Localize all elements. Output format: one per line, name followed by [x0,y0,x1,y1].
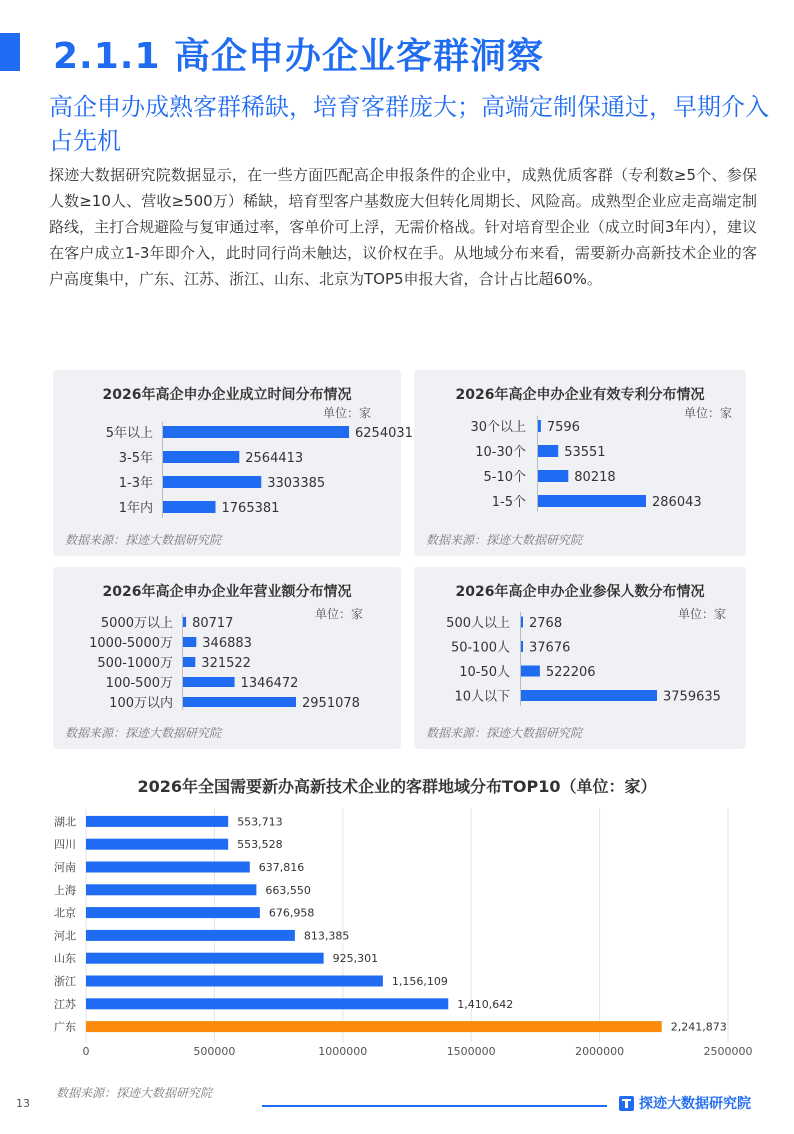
value-label: 346883 [202,636,252,651]
bar [538,495,646,507]
region-value-label: 813,385 [303,929,350,943]
category-label: 50-100人 [450,640,510,656]
bar [183,677,235,687]
page-title: 2.1.1 高企申办企业客群洞察 [53,36,545,77]
region-label: 山东 [54,952,76,966]
chart-title: 2026年高企申办企业年营业额分布情况 [102,584,352,600]
chart-panel-insured [414,567,746,749]
value-label: 3303385 [267,476,326,491]
chart-source: 数据来源：探迹大数据研究院 [426,726,583,740]
brand-name: 探迹大数据研究院 [639,1096,751,1112]
chart-panel-revenue [53,567,401,749]
region-label: 江苏 [54,997,76,1011]
region-chart-source: 数据来源：探迹大数据研究院 [56,1086,213,1100]
value-label: 2564413 [245,451,304,466]
region-bar [86,839,228,850]
region-label: 上海 [54,883,76,897]
region-bar-chart [0,800,794,1070]
patents-bar-chart [414,370,746,556]
chart-source: 数据来源：探迹大数据研究院 [426,533,583,547]
bar [521,690,657,701]
chart-unit: 单位：家 [683,406,732,420]
revenue-bar-chart [53,567,401,749]
category-label: 5000万以上 [100,616,173,631]
region-value-label: 925,301 [332,952,379,966]
category-label: 500-1000万 [97,656,173,671]
value-label: 80717 [192,616,234,631]
chart-title: 2026年高企申办企业有效专利分布情况 [455,387,705,403]
region-chart-title: 2026年全国需要新办高新技术企业的客群地域分布TOP10（单位：家） [137,777,657,796]
x-tick-label: 0 [82,1045,90,1058]
bar [521,666,540,677]
region-value-label: 553,713 [237,815,283,829]
value-label: 2951078 [302,696,360,711]
region-bar [86,976,383,987]
bar [521,617,523,628]
category-label: 10-50人 [459,665,510,680]
x-tick-label: 1000000 [318,1045,368,1058]
category-label: 3-5年 [118,451,153,466]
value-label: 53551 [564,445,606,460]
region-bar [86,998,448,1009]
chart-panel-founding-time [53,370,413,556]
region-value-label: 676,958 [268,906,315,920]
region-label: 河南 [54,861,76,874]
region-label: 四川 [54,838,76,852]
bar [521,641,523,652]
value-label: 321522 [201,656,251,671]
category-label: 5-10个 [483,470,526,485]
bar [163,426,349,438]
chart-source: 数据来源：探迹大数据研究院 [65,726,222,740]
value-label: 3759635 [663,689,721,705]
category-label: 1年内 [118,501,153,516]
value-label: 80218 [574,470,616,485]
insured-bar-chart [414,567,746,749]
region-value-label: 1,410,642 [457,997,514,1011]
category-label: 1-5个 [491,495,526,510]
brand-logo-icon [619,1096,634,1111]
region-value-label: 663,550 [265,883,311,897]
region-bar [86,884,256,895]
category-label: 1000-5000万 [89,636,173,651]
footer-divider [262,1105,607,1107]
chart-title: 2026年高企申办企业成立时间分布情况 [102,387,352,403]
value-label: 522206 [545,665,596,680]
chart-unit: 单位：家 [677,607,726,621]
founding-time-bar-chart [53,370,413,556]
bar [163,501,216,513]
category-label: 100万以内 [109,696,173,711]
page-subtitle: 高企申办成熟客群稀缺，培育客群庞大；高端定制保通过，早期介入占先机 [49,93,769,155]
region-bar [86,907,260,918]
title-accent-bar [0,33,20,71]
region-label: 广东 [54,1020,76,1034]
region-label: 浙江 [54,975,76,988]
category-label: 1-3年 [118,476,153,491]
value-label: 7596 [546,420,580,435]
category-label: 10人以下 [454,689,510,705]
x-tick-label: 500000 [193,1045,236,1058]
bar [183,617,186,627]
bar [538,445,558,457]
chart-unit: 单位：家 [314,607,363,621]
category-label: 30个以上 [470,420,526,435]
region-label: 河北 [54,929,76,943]
x-tick-label: 2000000 [575,1045,625,1058]
category-label: 5年以上 [105,426,153,441]
value-label: 6254031 [355,426,413,441]
region-value-label: 637,816 [258,861,305,874]
region-value-label: 1,156,109 [391,975,448,988]
chart-title: 2026年高企申办企业参保人数分布情况 [455,584,705,600]
x-tick-label: 2500000 [703,1045,753,1058]
bar [183,697,296,707]
bar [183,637,196,647]
region-value-label: 553,528 [237,838,283,852]
value-label: 37676 [529,640,571,656]
region-label: 北京 [54,906,76,920]
region-bar [86,862,250,873]
region-value-label: 2,241,873 [670,1020,727,1034]
bar [538,420,541,432]
bar [538,470,568,482]
category-label: 10-30个 [475,445,526,460]
value-label: 2768 [529,616,563,631]
region-bar [86,953,324,964]
chart-panel-patents [414,370,746,556]
region-bar [86,930,295,941]
value-label: 1346472 [240,676,299,691]
chart-source: 数据来源：探迹大数据研究院 [65,533,222,547]
value-label: 286043 [652,495,702,510]
category-label: 500人以上 [446,616,510,631]
brand-mark [619,1093,751,1113]
bar [163,476,261,488]
body-paragraph: 探迹大数据研究院数据显示，在一些方面匹配高企申报条件的企业中，成熟优质客群（专利数≥5个、参保人数≥10人、营收≥500万）稀缺，培育型客户基数庞大但转化周期长、风险高。成熟型企业应走高端定制路线，主打合规避险与复审通过率，客单价可上浮，无需价格战。针对培育型企业（成立时间3年内），建议在客户成立1-3年即介入，此时同行尚未触达，议价权在手。从地域分布来看，需要新办高新技术企业的客户高度集中，广东、江苏、浙江、山东、北京为TOP5申报大省，合计占比超60%。 [49,166,757,288]
bar [163,451,239,463]
value-label: 1765381 [221,501,280,516]
bar [183,657,195,667]
x-tick-label: 1500000 [446,1045,496,1058]
region-label: 湖北 [54,815,76,829]
chart-unit: 单位：家 [322,406,371,420]
region-bar [86,1021,662,1032]
region-bar [86,816,228,827]
category-label: 100-500万 [105,676,173,691]
page-number: 13 [16,1097,30,1110]
